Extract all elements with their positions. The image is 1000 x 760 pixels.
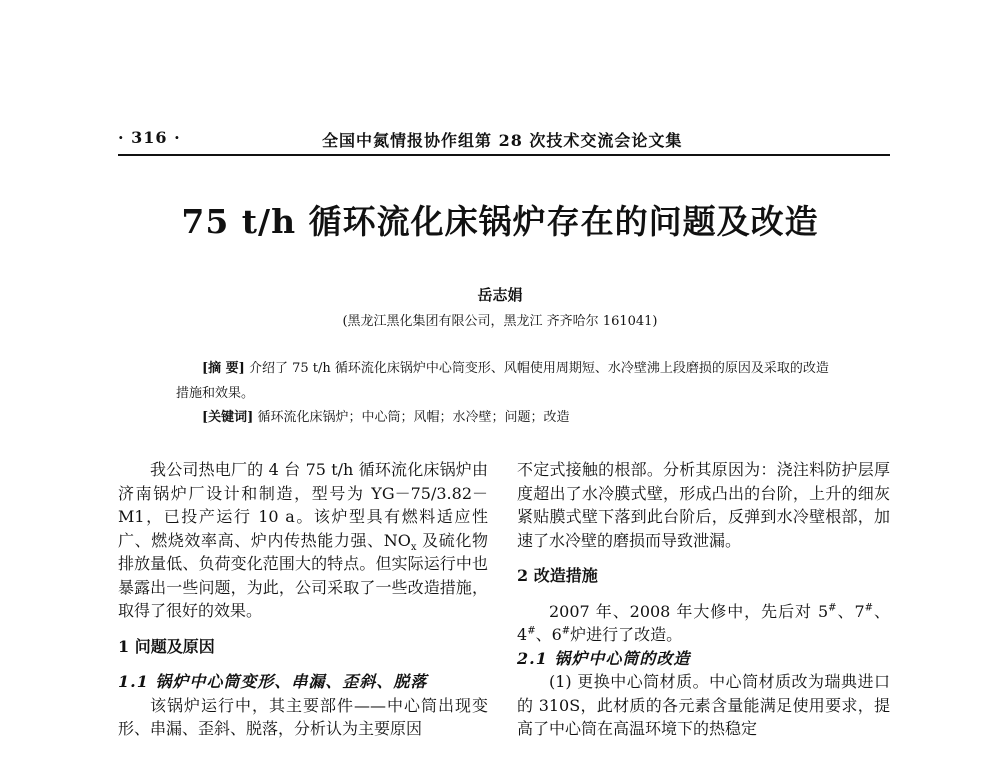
right-column (517, 458, 890, 741)
header-rule (118, 154, 890, 156)
abstract-label: [摘 要] (202, 361, 245, 376)
paper-title: 75 t/h 循环流化床锅炉存在的问题及改造 (181, 202, 819, 241)
section-2-heading: 2 改造措施 (517, 566, 598, 585)
affiliation: (黑龙江黑化集团有限公司，黑龙江 齐齐哈尔 161041) (342, 314, 658, 329)
keywords-label: [关键词] (202, 410, 254, 425)
page-number: · 316 · (118, 128, 181, 147)
continued-paragraph: 不定式接触的根部。分析其原因为：浇注料防护层厚度超出了水冷膜式壁，形成凸出的台阶，上升的细灰紧贴膜式壁下落到此台阶后，反弹到水冷壁根部，加速了水冷壁的磨损而导致泄漏。 (517, 460, 890, 550)
left-column (118, 458, 488, 741)
section-2-1-heading: 2.1 锅炉中心筒的改造 (517, 648, 691, 668)
section-2-paragraph: 2007 年、2008 年大修中，先后对 5#、7#、4#、6#炉进行了改造。 (517, 601, 890, 644)
intro-paragraph: 我公司热电厂的 4 台 75 t/h 循环流化床锅炉由济南锅炉厂设计和制造，型号为 YG－75/3.82－M1，已投产运行 10 a。该炉型具有燃料适应性广、燃烧效率高、炉内传热能力强、$NO_x$ 及硫化物排放量低、负荷变化范围大的特点。但实际运行中也暴露出一些问题，为此，公司采取了一些改造措施，取得了很好的效果。 (118, 460, 488, 620)
abstract (176, 356, 840, 406)
journal-title: 全国中氮情报协作组第 28 次技术交流会论文集 (322, 131, 683, 150)
section-1-heading: 1 问题及原因 (118, 636, 215, 656)
author: 岳志娟 (477, 286, 523, 304)
keywords-text: 循环流化床锅炉；中心筒；风帽；水冷壁；问题；改造 (257, 410, 570, 425)
section-2-1-paragraph: (1) 更换中心筒材质。中心筒材质改为瑞典进口的 310S，此材质的各元素含量能满足使用要求，提高了中心筒在高温环境下的热稳定 (517, 672, 890, 738)
abstract-text: 介绍了 75 t/h 循环流化床锅炉中心筒变形、风帽使用周期短、水冷壁沸上段磨损的原因及采取的改造措施和效果。 (176, 361, 829, 401)
section-1-1-heading: 1.1 锅炉中心筒变形、串漏、歪斜、脱落 (118, 672, 428, 691)
keywords (202, 406, 569, 425)
section-1-1-paragraph: 该锅炉运行中，其主要部件——中心筒出现变形、串漏、歪斜、脱落，分析认为主要原因 (118, 695, 488, 738)
